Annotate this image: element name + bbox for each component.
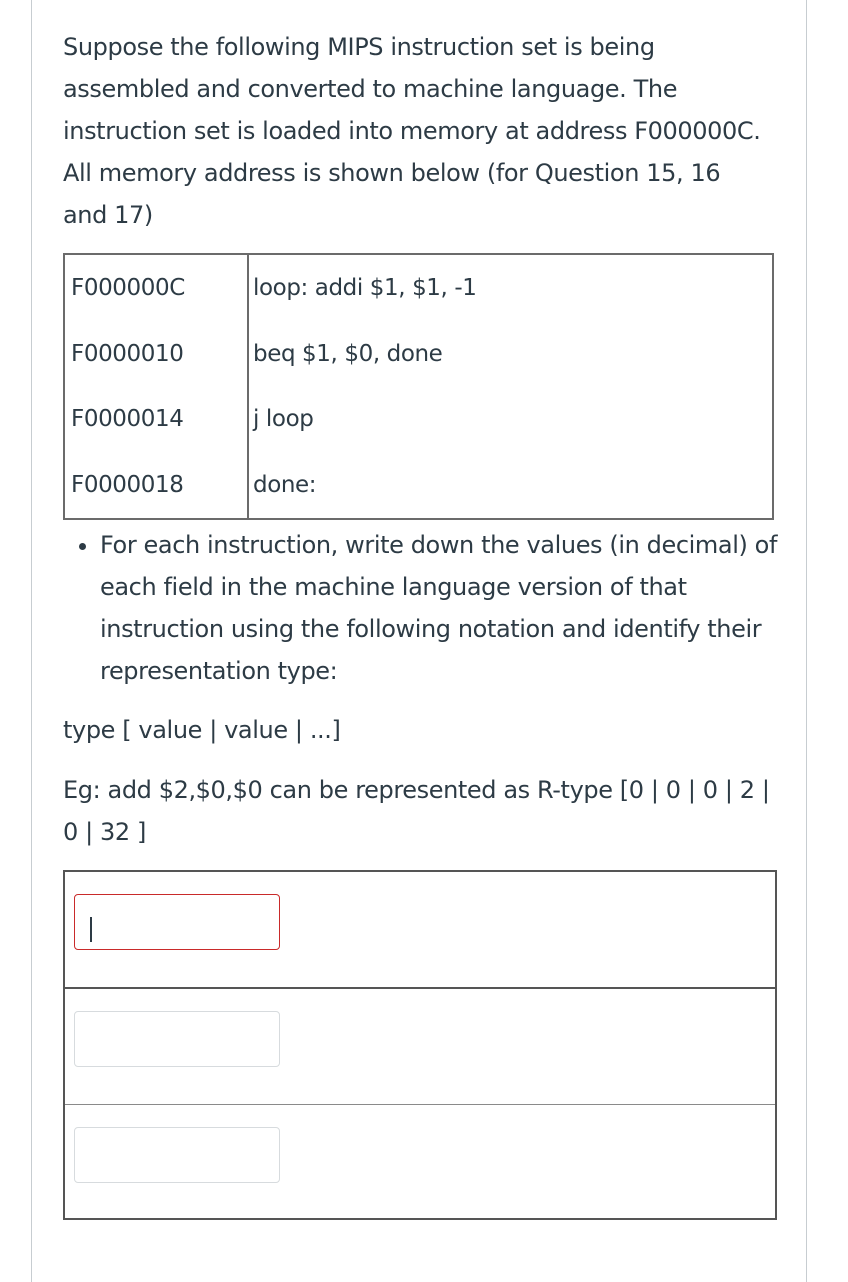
- table-row: [64, 321, 773, 387]
- answer-input-3[interactable]: [74, 1127, 280, 1183]
- instruction-cell: loop: addi $1, $1, -1: [253, 274, 477, 301]
- table-row: [64, 452, 773, 519]
- address-cell: F0000010: [64, 321, 248, 387]
- table-row: [64, 386, 773, 452]
- text-caret: [90, 917, 92, 942]
- answer-input-2[interactable]: [74, 1011, 280, 1067]
- notation-text: type [ value | value | ...]: [63, 716, 341, 744]
- answer-row: [65, 989, 775, 1105]
- table-row: [64, 254, 773, 321]
- instruction-list: [63, 524, 783, 692]
- address-cell: F000000C: [64, 254, 248, 321]
- instruction-cell: j loop: [253, 406, 314, 433]
- address-cell: F0000018: [64, 452, 248, 519]
- memory-address-table: [63, 253, 774, 520]
- question-text: Suppose the following MIPS instruction set is being assembled and converted to machine language. The instruction set is loaded into memory at address F000000C. All memory address is shown below (for Question 15, 16 and 17): [63, 33, 761, 229]
- answer-row: [65, 872, 775, 989]
- instruction-cell: done:: [253, 472, 317, 499]
- instruction-cell: beq $1, $0, done: [253, 340, 443, 367]
- answer-row: [65, 1105, 775, 1218]
- list-item: • For each instruction, write down the values (in decimal) of each field in the machine language version of that instruction using the following notation and identify their representation type:: [100, 524, 783, 692]
- address-cell: F0000014: [64, 386, 248, 452]
- example-text: Eg: add $2,$0,$0 can be represented as R-type [0 | 0 | 0 | 2 | 0 | 32 ]: [63, 776, 770, 846]
- answer-table: [63, 870, 777, 1220]
- answer-input-1[interactable]: [74, 894, 280, 950]
